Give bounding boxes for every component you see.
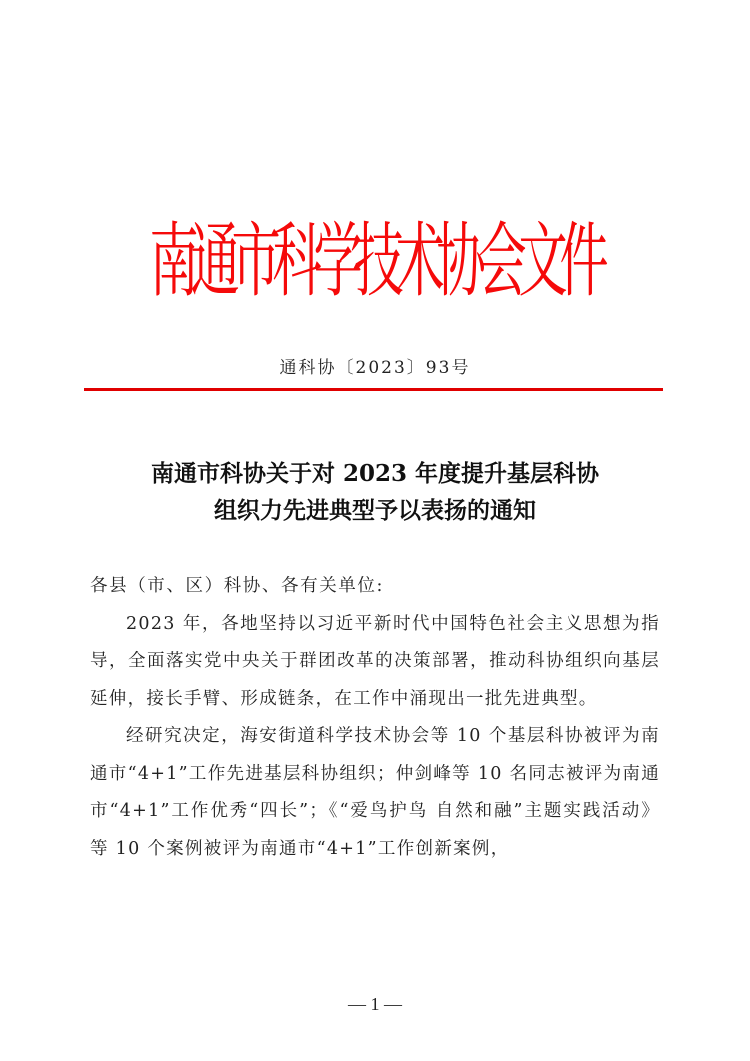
document-number: 通科协〔2023〕93号 (279, 358, 471, 378)
page-number: — 1 — (348, 994, 402, 1014)
notice-title (0, 455, 750, 529)
masthead-text: 南通市科学技术协会文件 (149, 214, 601, 310)
salutation: 各县（市、区）科协、各有关单位: (90, 576, 384, 596)
notice-body (90, 568, 660, 868)
masthead-title (0, 197, 750, 327)
red-divider-rule (84, 388, 663, 391)
paragraph-2: 经研究决定，海安街道科学技术协会等 10 个基层科协被评为南通市“4+1”工作先进基层科协组织；仲剑峰等 10 名同志被评为南通市“4+1”工作优秀“四长”；《“爱鸟护鸟 自然和融”主题实践活动》等 10 个案例被评为南通市“4+1”工作创新案例， (90, 726, 660, 859)
notice-title-line-1: 南通市科协关于对 2023 年度提升基层科协 (150, 460, 600, 487)
notice-title-line-2: 组织力先进典型予以表扬的通知 (214, 497, 536, 524)
paragraph-1: 2023 年，各地坚持以习近平新时代中国特色社会主义思想为指导，全面落实党中央关于群团改革的决策部署，推动科协组织向基层延伸，接长手臂、形成链条，在工作中涌现出一批先进典型。 (90, 613, 660, 709)
